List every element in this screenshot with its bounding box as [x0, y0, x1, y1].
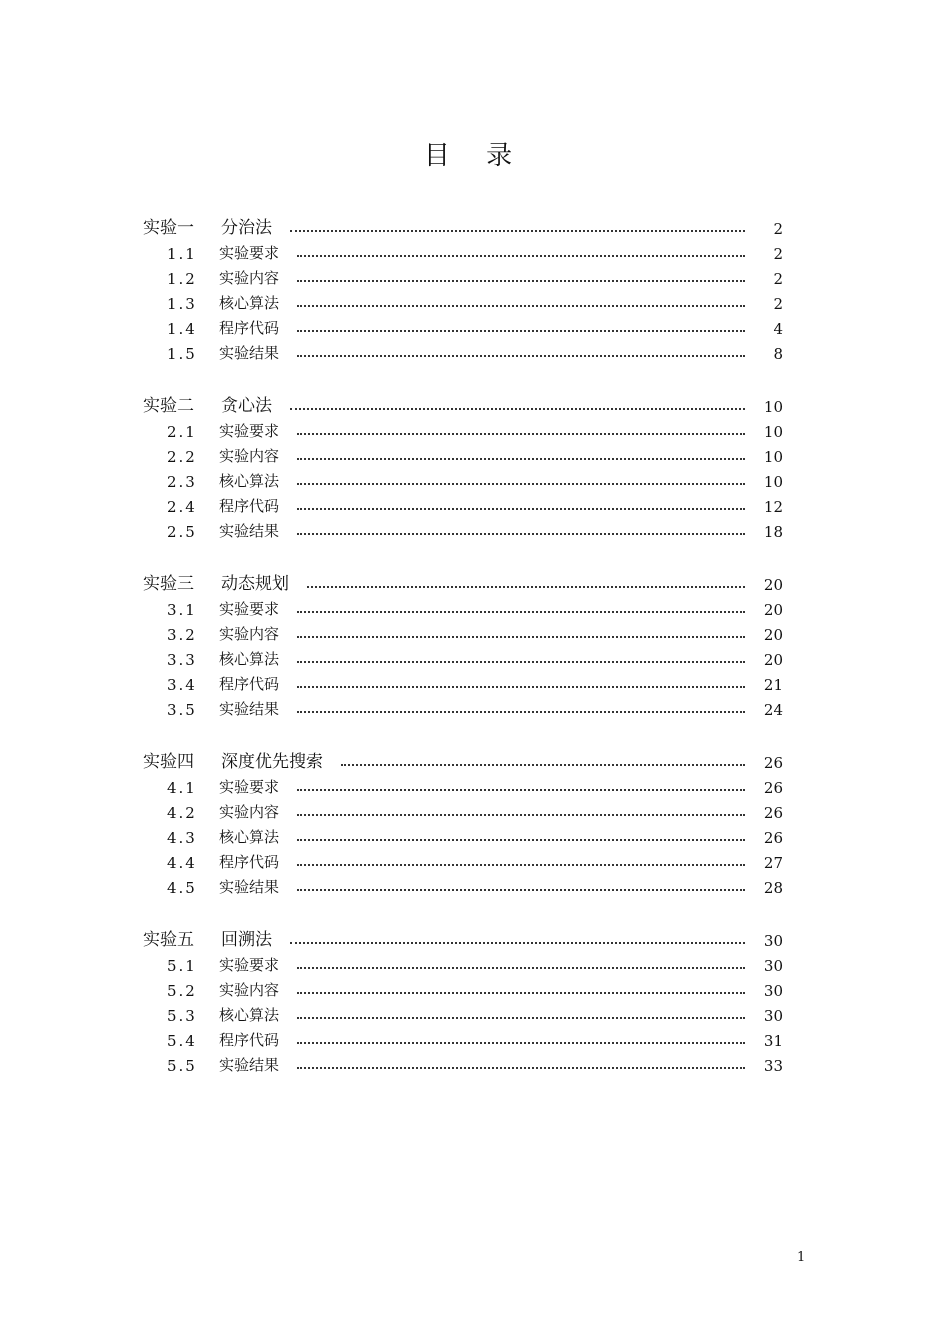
subsection-number: 2.1	[167, 423, 197, 441]
dot-leader	[297, 636, 745, 638]
toc-subsection-entry[interactable]	[143, 619, 783, 644]
subsection-number: 5.3	[167, 1007, 197, 1025]
subsection-number: 3.4	[167, 676, 197, 694]
chapter-number: 实验五	[143, 930, 194, 950]
dot-leader	[297, 889, 745, 891]
dot-leader	[297, 686, 745, 688]
subsection-page: 2	[773, 270, 783, 288]
subsection-page: 20	[763, 651, 783, 669]
subsection-number: 3.5	[167, 701, 197, 719]
dot-leader	[307, 586, 745, 588]
toc-subsection-entry[interactable]	[143, 313, 783, 338]
dot-leader	[297, 864, 745, 866]
subsection-number: 4.3	[167, 829, 197, 847]
chapter-number: 实验二	[143, 396, 194, 416]
subsection-title: 程序代码	[219, 1031, 280, 1049]
dot-leader	[297, 1042, 745, 1044]
dot-leader	[297, 355, 745, 357]
toc-subsection-entry[interactable]	[143, 1050, 783, 1075]
subsection-title: 实验结果	[219, 1056, 280, 1074]
subsection-page: 10	[763, 473, 783, 491]
toc-subsection-entry[interactable]	[143, 872, 783, 897]
toc-section	[143, 388, 783, 541]
subsection-page: 2	[773, 295, 783, 313]
chapter-number: 实验四	[143, 752, 194, 772]
subsection-page: 30	[763, 982, 783, 1000]
dot-leader	[290, 230, 745, 232]
subsection-title: 实验结果	[219, 700, 280, 718]
subsection-page: 30	[763, 1007, 783, 1025]
subsection-number: 1.2	[167, 270, 197, 288]
toc-section	[143, 566, 783, 719]
chapter-page: 10	[763, 398, 783, 416]
chapter-title: 深度优先搜索	[221, 752, 323, 772]
subsection-number: 4.1	[167, 779, 197, 797]
subsection-number: 1.4	[167, 320, 197, 338]
toc-chapter-entry[interactable]	[143, 922, 783, 950]
dot-leader	[297, 255, 745, 257]
dot-leader	[297, 661, 745, 663]
subsection-title: 实验要求	[219, 244, 280, 262]
table-of-contents	[143, 210, 783, 1100]
toc-section	[143, 922, 783, 1075]
dot-leader	[341, 764, 745, 766]
dot-leader	[297, 992, 745, 994]
toc-subsection-entry[interactable]	[143, 263, 783, 288]
toc-subsection-entry[interactable]	[143, 847, 783, 872]
toc-subsection-entry[interactable]	[143, 466, 783, 491]
toc-subsection-entry[interactable]	[143, 491, 783, 516]
chapter-number: 实验一	[143, 218, 194, 238]
toc-subsection-entry[interactable]	[143, 772, 783, 797]
dot-leader	[297, 839, 745, 841]
dot-leader	[297, 305, 745, 307]
subsection-page: 24	[763, 701, 783, 719]
chapter-title: 贪心法	[221, 396, 272, 416]
subsection-title: 实验内容	[219, 269, 280, 287]
subsection-page: 4	[773, 320, 783, 338]
chapter-page: 30	[763, 932, 783, 950]
subsection-page: 2	[773, 245, 783, 263]
toc-subsection-entry[interactable]	[143, 416, 783, 441]
subsection-title: 核心算法	[219, 472, 280, 490]
subsection-title: 实验要求	[219, 600, 280, 618]
subsection-number: 3.1	[167, 601, 197, 619]
subsection-number: 2.3	[167, 473, 197, 491]
subsection-page: 30	[763, 957, 783, 975]
toc-subsection-entry[interactable]	[143, 669, 783, 694]
chapter-page: 26	[763, 754, 783, 772]
toc-chapter-entry[interactable]	[143, 744, 783, 772]
subsection-page: 28	[763, 879, 783, 897]
toc-section	[143, 210, 783, 363]
dot-leader	[290, 408, 745, 410]
dot-leader	[297, 280, 745, 282]
subsection-number: 5.2	[167, 982, 197, 1000]
toc-chapter-entry[interactable]	[143, 210, 783, 238]
dot-leader	[290, 942, 745, 944]
subsection-number: 3.2	[167, 626, 197, 644]
subsection-page: 27	[763, 854, 783, 872]
subsection-page: 21	[763, 676, 783, 694]
toc-subsection-entry[interactable]	[143, 516, 783, 541]
subsection-number: 4.2	[167, 804, 197, 822]
dot-leader	[297, 483, 745, 485]
dot-leader	[297, 1017, 745, 1019]
toc-subsection-entry[interactable]	[143, 441, 783, 466]
toc-subsection-entry[interactable]	[143, 694, 783, 719]
toc-subsection-entry[interactable]	[143, 1000, 783, 1025]
chapter-page: 20	[763, 576, 783, 594]
toc-subsection-entry[interactable]	[143, 338, 783, 363]
subsection-title: 程序代码	[219, 853, 280, 871]
subsection-number: 2.5	[167, 523, 197, 541]
toc-title: 目 录	[423, 141, 527, 171]
dot-leader	[297, 433, 745, 435]
subsection-page: 31	[763, 1032, 783, 1050]
toc-subsection-entry[interactable]	[143, 975, 783, 1000]
subsection-number: 4.5	[167, 879, 197, 897]
dot-leader	[297, 508, 745, 510]
subsection-title: 核心算法	[219, 650, 280, 668]
toc-subsection-entry[interactable]	[143, 288, 783, 313]
subsection-title: 程序代码	[219, 675, 280, 693]
subsection-page: 33	[763, 1057, 783, 1075]
subsection-page: 10	[763, 423, 783, 441]
dot-leader	[297, 967, 745, 969]
subsection-number: 3.3	[167, 651, 197, 669]
toc-chapter-entry[interactable]	[143, 566, 783, 594]
subsection-number: 5.1	[167, 957, 197, 975]
subsection-title: 实验内容	[219, 625, 280, 643]
subsection-title: 实验要求	[219, 956, 280, 974]
dot-leader	[297, 533, 745, 535]
subsection-number: 4.4	[167, 854, 197, 872]
subsection-title: 核心算法	[219, 828, 280, 846]
subsection-title: 实验内容	[219, 803, 280, 821]
toc-subsection-entry[interactable]	[143, 238, 783, 263]
toc-subsection-entry[interactable]	[143, 594, 783, 619]
subsection-page: 20	[763, 601, 783, 619]
subsection-title: 实验要求	[219, 422, 280, 440]
subsection-title: 程序代码	[219, 319, 280, 337]
subsection-page: 26	[763, 779, 783, 797]
dot-leader	[297, 711, 745, 713]
toc-subsection-entry[interactable]	[143, 822, 783, 847]
subsection-title: 实验结果	[219, 522, 280, 540]
subsection-page: 18	[763, 523, 783, 541]
dot-leader	[297, 789, 745, 791]
toc-subsection-entry[interactable]	[143, 1025, 783, 1050]
subsection-number: 1.3	[167, 295, 197, 313]
subsection-title: 实验内容	[219, 981, 280, 999]
subsection-page: 20	[763, 626, 783, 644]
subsection-page: 26	[763, 804, 783, 822]
dot-leader	[297, 330, 745, 332]
dot-leader	[297, 1067, 745, 1069]
subsection-page: 26	[763, 829, 783, 847]
subsection-title: 实验要求	[219, 778, 280, 796]
chapter-title: 动态规划	[221, 574, 289, 594]
subsection-number: 1.5	[167, 345, 197, 363]
chapter-page: 2	[773, 220, 783, 238]
toc-chapter-entry[interactable]	[143, 388, 783, 416]
toc-subsection-entry[interactable]	[143, 797, 783, 822]
dot-leader	[297, 611, 745, 613]
dot-leader	[297, 814, 745, 816]
subsection-title: 核心算法	[219, 294, 280, 312]
subsection-number: 5.4	[167, 1032, 197, 1050]
subsection-page: 12	[763, 498, 783, 516]
subsection-number: 2.2	[167, 448, 197, 466]
toc-subsection-entry[interactable]	[143, 950, 783, 975]
subsection-title: 核心算法	[219, 1006, 280, 1024]
subsection-number: 1.1	[167, 245, 197, 263]
subsection-number: 5.5	[167, 1057, 197, 1075]
page-number: 1	[797, 1250, 806, 1265]
chapter-number: 实验三	[143, 574, 194, 594]
toc-subsection-entry[interactable]	[143, 644, 783, 669]
subsection-title: 实验内容	[219, 447, 280, 465]
chapter-title: 回溯法	[221, 930, 272, 950]
chapter-title: 分治法	[221, 218, 272, 238]
subsection-title: 实验结果	[219, 878, 280, 896]
subsection-title: 实验结果	[219, 344, 280, 362]
toc-section	[143, 744, 783, 897]
subsection-page: 10	[763, 448, 783, 466]
dot-leader	[297, 458, 745, 460]
subsection-title: 程序代码	[219, 497, 280, 515]
subsection-page: 8	[773, 345, 783, 363]
subsection-number: 2.4	[167, 498, 197, 516]
